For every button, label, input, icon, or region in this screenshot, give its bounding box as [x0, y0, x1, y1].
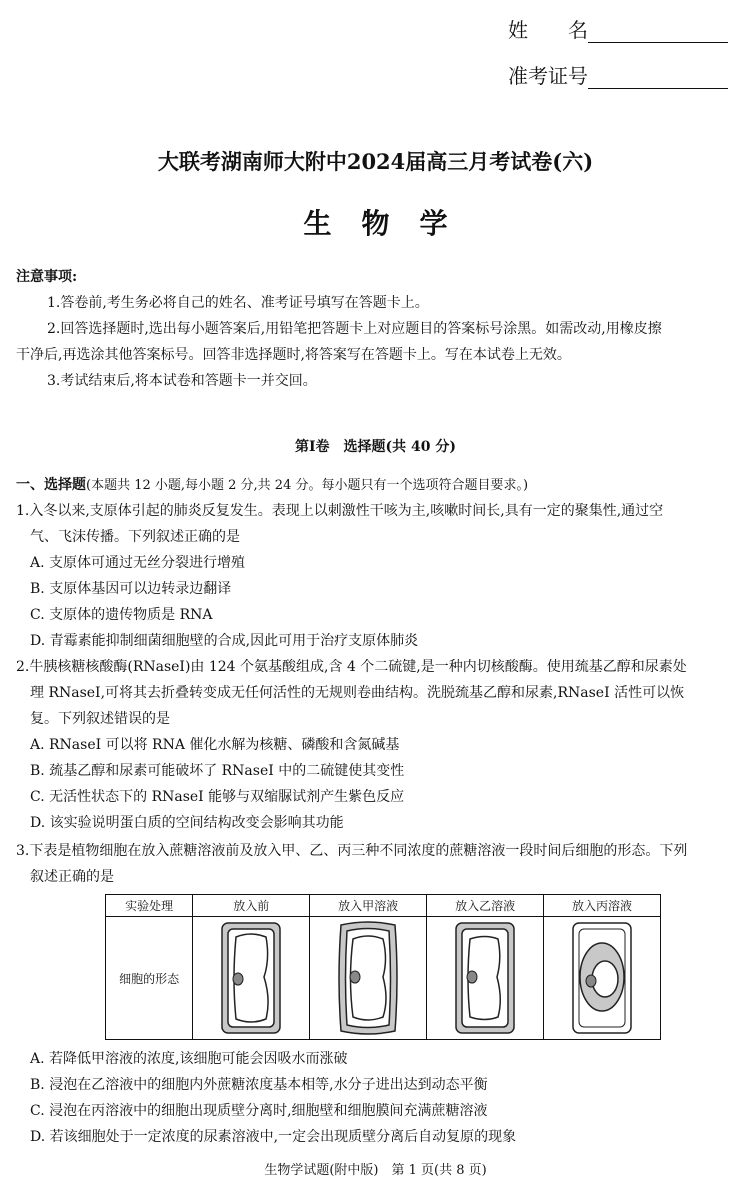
option-item: C. 浸泡在丙溶液中的细胞出现质壁分离时,细胞壁和细胞膜间充满蔗糖溶液 [30, 1103, 488, 1119]
question-line: 气、飞沫传播。下列叙述正确的是 [30, 529, 240, 545]
option-item: B. 浸泡在乙溶液中的细胞内外蔗糖浓度基本相等,水分子进出达到动态平衡 [30, 1077, 488, 1093]
section-label: 一、选择题 [16, 477, 86, 493]
cell-before-figure [193, 917, 310, 1040]
table-header: 放入乙溶液 [427, 895, 544, 917]
cell-morphology-table [105, 894, 661, 1040]
name-blank[interactable] [588, 20, 728, 43]
question-line: 复。下列叙述错误的是 [30, 711, 170, 727]
table-header: 实验处理 [106, 895, 193, 917]
name-field [508, 14, 728, 43]
notice-item: 1.答卷前,考生务必将自己的姓名、准考证号填写在答题卡上。 [47, 295, 429, 311]
option-item: D. 该实验说明蛋白质的空间结构改变会影响其功能 [30, 815, 344, 831]
section-desc: (本题共 12 小题,每小题 2 分,共 24 分。每小题只有一个选项符合题目要求。) [86, 478, 529, 493]
option-item: A. RNaseI 可以将 RNA 催化水解为核糖、磷酸和含氮碱基 [30, 737, 400, 753]
notice-heading: 注意事项: [16, 269, 78, 285]
option-item: D. 青霉素能抑制细菌细胞壁的合成,因此可用于治疗支原体肺炎 [30, 633, 419, 649]
notice-item: 2.回答选择题时,选出每小题答案后,用铅笔把答题卡上对应题目的答案标号涂黑。如需改动,用橡皮擦 [47, 321, 662, 337]
question-line: 叙述正确的是 [30, 869, 114, 885]
question-line: 3.下表是植物细胞在放入蔗糖溶液前及放入甲、乙、丙三种不同浓度的蔗糖溶液一段时间后细胞的形态。下列 [16, 843, 688, 859]
table-header: 放入丙溶液 [544, 895, 661, 917]
question-line: 1.入冬以来,支原体引起的肺炎反复发生。表现上以刺激性干咳为主,咳嗽时间长,具有一定的聚集性,通过空 [16, 503, 664, 519]
table-header: 放入甲溶液 [310, 895, 427, 917]
cell-solution-b-figure [427, 917, 544, 1040]
section-heading [16, 472, 528, 499]
option-item: C. 支原体的遗传物质是 RNA [30, 607, 213, 623]
page-footer: 生物学试题(附中版) 第 1 页(共 8 页) [264, 1163, 487, 1178]
exam-id-blank[interactable] [588, 66, 728, 89]
notice-item: 3.考试结束后,将本试卷和答题卡一并交回。 [47, 373, 317, 389]
option-item: C. 无活性状态下的 RNaseI 能够与双缩脲试剂产生紫色反应 [30, 789, 405, 805]
option-item: B. 巯基乙醇和尿素可能破坏了 RNaseI 中的二硫键使其变性 [30, 763, 405, 779]
exam-id-label: 准考证号 [508, 64, 588, 88]
table-row [106, 917, 661, 1040]
name-label: 姓 名 [508, 18, 588, 42]
option-item: A. 支原体可通过无丝分裂进行增殖 [30, 555, 246, 571]
cell-solution-c-figure [544, 917, 661, 1040]
question-line: 理 RNaseI,可将其去折叠转变成无任何活性的无规则卷曲结构。洗脱巯基乙醇和尿素,RNaseI 活性可以恢 [30, 685, 685, 701]
option-item: A. 若降低甲溶液的浓度,该细胞可能会因吸水而涨破 [30, 1051, 348, 1067]
notice-item: 干净后,再选涂其他答案标号。回答非选择题时,将答案写在答题卡上。写在本试卷上无效。 [16, 347, 571, 363]
table-header: 放入前 [193, 895, 310, 917]
option-item: B. 支原体基因可以边转录边翻译 [30, 581, 232, 597]
cell-solution-a-figure [310, 917, 427, 1040]
question-line: 2.牛胰核糖核酸酶(RNaseI)由 124 个氨基酸组成,含 4 个二硫键,是一种内切核酸酶。使用巯基乙醇和尿素处 [16, 659, 687, 675]
part-title: 第Ⅰ卷 选择题(共 40 分) [294, 439, 457, 455]
table-header-row [106, 895, 661, 917]
option-item: D. 若该细胞处于一定浓度的尿素溶液中,一定会出现质壁分离后自动复原的现象 [30, 1129, 517, 1145]
exam-id-field [508, 60, 728, 89]
exam-title: 大联考湖南师大附中2024届高三月考试卷(六) [157, 149, 594, 174]
row-label: 细胞的形态 [106, 917, 193, 1040]
subject-title: 生物学 [303, 207, 478, 240]
